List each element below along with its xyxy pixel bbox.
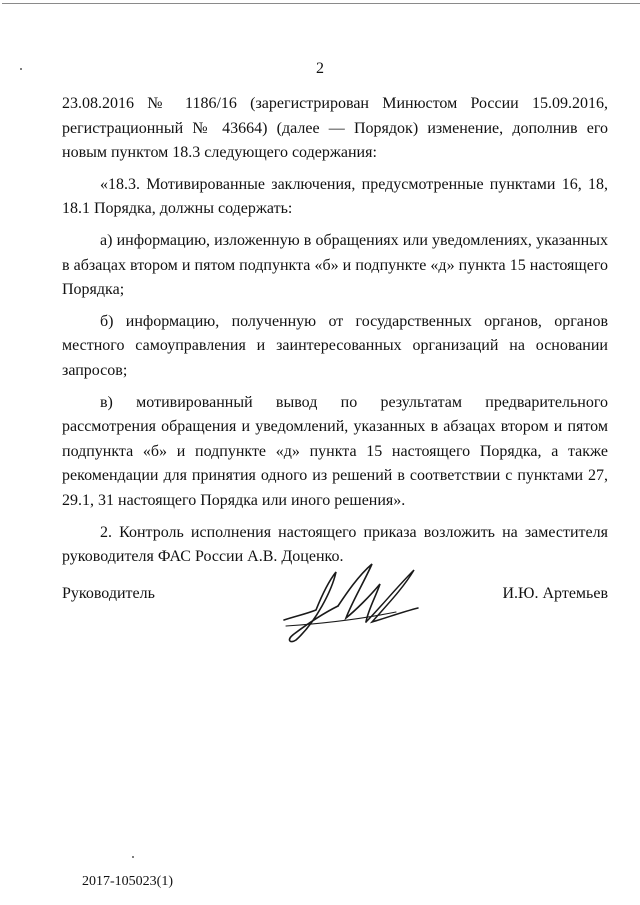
paragraph-item-v: в) мотивированный вывод по результатам предварительного рассмотрения обращения и уведомлений, указанных в абзацах втором и пятом подпункта «б» и подпункте «д» пункта 15 настоящего Порядка, а также рекомендации для принятия одного из решений в соответствии с пунктами 27, 29.1, 31 настоящего Порядка или иного решения».	[62, 393, 608, 509]
paragraph-control-clause: 2. Контроль исполнения настоящего приказа возложить на заместителя руководителя ФАС России А.В. Доценко.	[62, 523, 608, 566]
document-body	[62, 92, 608, 570]
handwritten-signature	[276, 560, 426, 646]
paragraph-item-b: б) информацию, полученную от государственных органов, органов местного самоуправления и заинтересованных организаций на основании запросов;	[62, 312, 608, 379]
scan-top-edge	[2, 3, 640, 4]
scan-speck	[132, 856, 134, 858]
paragraph-item-a: а) информацию, изложенную в обращениях или уведомлениях, указанных в абзацах втором и пятом подпункта «б» и подпункте «д» пункта 15 настоящего Порядка;	[62, 231, 608, 299]
document-code: 2017-105023(1)	[82, 874, 173, 889]
paragraph-18-3-intro: «18.3. Мотивированные заключения, предусмотренные пунктами 16, 18, 18.1 Порядка, должны содержать:	[62, 175, 608, 218]
signatory-title: Руководитель	[62, 585, 155, 602]
page-number: 2	[316, 60, 324, 77]
signatory-name: И.Ю. Артемьев	[502, 585, 608, 602]
paragraph-continuation: 23.08.2016 № 1186/16 (зарегистрирован Минюстом России 15.09.2016, регистрационный № 43664) (далее — Порядок) изменение, дополнив его новым пунктом 18.3 следующего содержания:	[62, 95, 608, 162]
